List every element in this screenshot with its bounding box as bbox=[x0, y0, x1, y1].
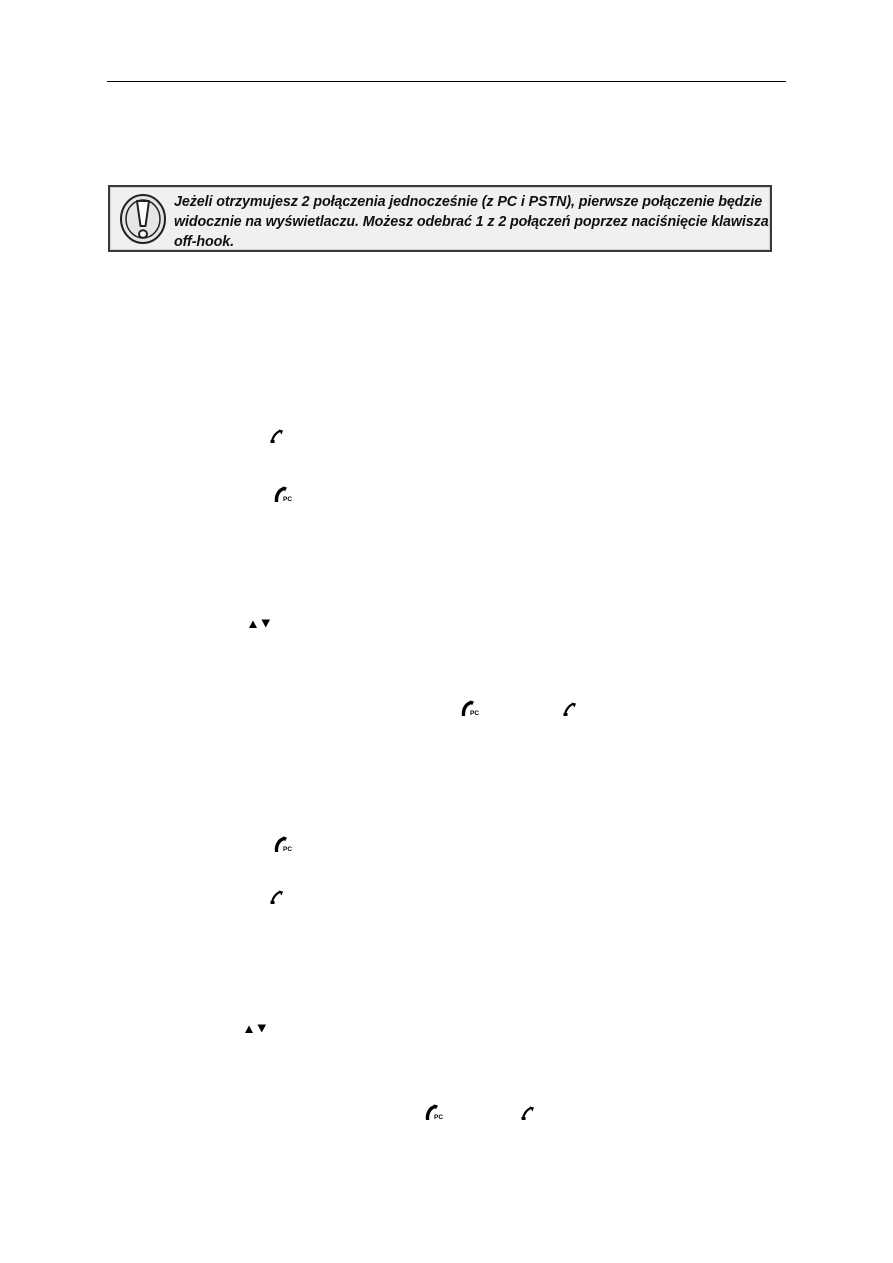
pstn-handset-icon bbox=[521, 1106, 535, 1120]
pc-handset-icon bbox=[461, 700, 483, 716]
svg-text:PC: PC bbox=[283, 846, 293, 852]
note-text: Jeżeli otrzymujesz 2 połączenia jednocześnie (z PC i PSTN), pierwsze połączenie będzie widocznie na wyświetlaczu. Możesz odebrać 1 z 2 połączeń poprzez naciśnięcie klawisza off-hook. bbox=[174, 194, 769, 250]
svg-text:PC: PC bbox=[434, 1114, 444, 1120]
pc-handset-icon bbox=[274, 486, 296, 502]
svg-text:PC: PC bbox=[283, 496, 293, 502]
up-down-arrows-icon bbox=[244, 1023, 268, 1034]
up-down-arrows-icon bbox=[248, 618, 272, 629]
pstn-handset-icon bbox=[563, 702, 577, 716]
header-rule bbox=[107, 81, 786, 82]
svg-text:PC: PC bbox=[470, 710, 480, 716]
exclamation-note-icon bbox=[117, 192, 169, 246]
note-box bbox=[108, 185, 772, 252]
pc-handset-icon bbox=[274, 836, 296, 852]
pstn-handset-icon bbox=[270, 429, 284, 443]
pstn-handset-icon bbox=[270, 890, 284, 904]
pc-handset-icon bbox=[425, 1104, 447, 1120]
